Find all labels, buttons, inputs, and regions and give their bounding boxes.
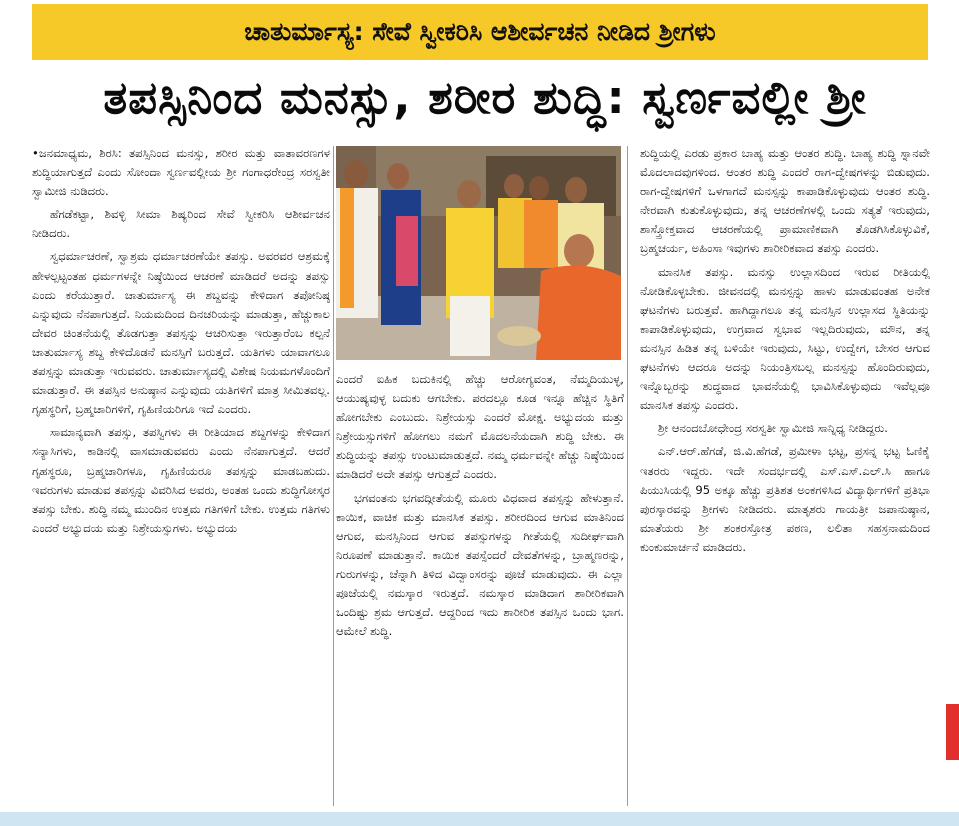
kicker-text: ಚಾತುರ್ಮಾಸ್ಯ: ಸೇವೆ ಸ್ವೀಕರಿಸಿ ಆಶೀರ್ವಚನ ನೀಡಿದ ಶ್ರೀಗಳು — [244, 17, 716, 46]
paragraph: ಹೆಗಡೆಕಟ್ಟಾ, ಶಿವಳ್ಳಿ ಸೀಮಾ ಶಿಷ್ಯರಿಂದ ಸೇವೆ ಸ್ವೀಕರಿಸಿ ಆಶೀರ್ವಚನ ನೀಡಿದರು. — [32, 207, 330, 241]
paragraph: •ಜನಮಾಧ್ಯಮ, ಶಿರಸಿ: ತಪಸ್ಸಿನಿಂದ ಮನಸ್ಸು, ಶರೀರ ಮತ್ತು ವಾತಾವರಣಗಳ ಶುದ್ಧಿಯಾಗುತ್ತದೆ ಎಂದು ಸೋಂದಾ ಸ್ವರ್ಣವಲ್ಲೀಯ ಶ್ರೀ ಗಂಗಾಧರೇಂದ್ರ ಸರಸ್ವತೀ ಸ್ವಾಮೀಜಿ ನುಡಿದರು. — [32, 146, 330, 199]
article-column-1 — [32, 144, 330, 804]
paragraph: ಭಗವಂತನು ಭಗವದ್ಗೀತೆಯಲ್ಲಿ ಮೂರು ವಿಧವಾದ ತಪಸ್ಸನ್ನು ಹೇಳುತ್ತಾನೆ. ಕಾಯಿಕ, ವಾಚಿಕ ಮತ್ತು ಮಾನಸಿಕ ತಪಸ್ಸು. ಶರೀರದಿಂದ ಆಗುವ ಮಾತಿನಿಂದ ಆಗುವ, ಮನಸ್ಸಿನಿಂದ ಆಗುವ ತಪಸ್ಸುಗಳನ್ನು ಗೀತೆಯಲ್ಲಿ ಸುದೀರ್ಘವಾಗಿ ನಿರೂಪಣೆ ಮಾಡುತ್ತಾನೆ. ಕಾಯಿಕ ತಪಸ್ಸೆಂದರೆ ದೇವತೆಗಳನ್ನು, ಬ್ರಾಹ್ಮಣರನ್ನು, ಗುರುಗಳನ್ನು, ಚೆನ್ನಾಗಿ ತಿಳಿದ ವಿದ್ವಾಂಸರನ್ನು ಪೂಜೆ ಮಾಡುವುದು. ಈ ಎಲ್ಲಾ ಪೂಜೆಯಲ್ಲಿ ನಮಸ್ಕಾರ ಇರುತ್ತದೆ. ನಮಸ್ಕಾರ ಮಾಡಿದಾಗ ಶಾರೀರಿಕವಾಗಿ ಒಂದಿಷ್ಟು ಶ್ರಮ ಆಗುತ್ತದೆ. ಆದ್ದರಿಂದ ಇದು ಶಾರೀರಿಕ ತಪಸ್ಸಿನ ಒಂದು ಭಾಗ. ಆಮೇಲೆ ಶುದ್ಧಿ. — [336, 490, 624, 639]
paragraph: ಶ್ರೀ ಆನಂದಬೋಧೇಂದ್ರ ಸರಸ್ವತೀ ಸ್ವಾಮೀಜಿ ಸಾನ್ನಿಧ್ಯ ನೀಡಿದ್ದರು. — [658, 421, 888, 436]
photo-illustration — [336, 146, 621, 360]
news-photo — [336, 146, 621, 360]
paragraph: ಮಾನಸಿಕ ತಪಸ್ಸು. ಮನಸ್ಸು ಉಲ್ಲಾಸದಿಂದ ಇರುವ ರೀತಿಯಲ್ಲಿ ನೋಡಿಕೊಳ್ಳಬೇಕು. ಜೀವನದಲ್ಲಿ ಮನಸ್ಸನ್ನು ಹಾಳು ಮಾಡುವಂತಹ ಅನೇಕ ಘಟನೆಗಳು ಬರುತ್ತವೆ. ಹಾಗಿದ್ದಾಗಲೂ ತನ್ನ ಮನಸ್ಸಿನ ಉಲ್ಲಾಸದ ಸ್ಥಿತಿಯನ್ನು ಕಾಪಾಡಿಕೊಳ್ಳುವುದು, ಉಗ್ರವಾದ ಸ್ವಭಾವ ಇಲ್ಲದಿರುವುದು, ಮೌನ, ತನ್ನ ಮನಸ್ಸಿನ ಹಿಡಿತ ತನ್ನ ಬಳಿಯೇ ಇರುವುದು, ಸಿಟ್ಟು, ಉದ್ವೇಗ, ಬೇಸರ ಆಗುವ ಘಟನೆಗಳು ಆದರೂ ಅದನ್ನು ನಿಯಂತ್ರಿಸಬಲ್ಲ ಮನಸ್ಸನ್ನು ಹೊಂದಿರುವುದು, ಇನ್ನೊಬ್ಬರನ್ನು ಶುದ್ಧವಾದ ಭಾವನೆಯಲ್ಲಿ ಭಾವಿಸಿಕೊಳ್ಳುವುದು ಇವೆಲ್ಲವೂ ಮಾನಸಿಕ ತಪಸ್ಸು ಎಂದರು. — [640, 264, 930, 413]
red-edge-marker — [946, 704, 959, 760]
paragraph: ಶುದ್ಧಿಯಲ್ಲಿ ಎರಡು ಪ್ರಕಾರ ಬಾಹ್ಯ ಮತ್ತು ಆಂತರ ಶುದ್ಧಿ. ಬಾಹ್ಯ ಶುದ್ಧಿ ಸ್ನಾನವೇ ಮೊದಲಾದವುಗಳಿಂದ. ಆಂತರ ಶುದ್ಧಿ ಎಂದರೆ ರಾಗ-ದ್ವೇಷಗಳನ್ನು ಬಿಡುವುದು. ರಾಗ-ದ್ವೇಷಗಳಿಗೆ ಒಳಗಾಗದೆ ಮನಸ್ಸನ್ನು ಕಾಪಾಡಿಕೊಳ್ಳುವುದು ಆಂತರ ಶುದ್ಧಿ. ನೇರವಾಗಿ ಕುತುಕೊಳ್ಳುವುದು, ತನ್ನ ಆಚರಣೆಗಳಲ್ಲಿ ಒಂದು ಸತ್ಯತೆ ಇರುವುದು, ಶಾಸ್ತ್ರೋಕ್ತವಾದ ಆಚರಣೆಯಲ್ಲಿ ಪ್ರಾಮಾಣಿಕವಾಗಿ ತೊಡಗಿಸಿಕೊಳ್ಳುವಿಕೆ, ಬ್ರಹ್ಮಚರ್ಯ, ಅಹಿಂಸಾ ಇವುಗಳು ಶಾರೀರಿಕವಾದ ತಪಸ್ಸು ಎಂದರು. — [640, 146, 930, 256]
kicker-banner — [32, 4, 928, 60]
paragraph: ಸಾಮಾನ್ಯವಾಗಿ ತಪಸ್ಸು, ತಪಸ್ವಿಗಳು ಈ ರೀತಿಯಾದ ಶಬ್ದಗಳನ್ನು ಕೇಳಿದಾಗ ಸನ್ಯಾಸಿಗಳು, ಕಾಡಿನಲ್ಲಿ ವಾಸಮಾಡುವವರು ಎಂದು ನೆನಪಾಗುತ್ತದೆ. ಆದರೆ ಗೃಹಸ್ಥರೂ, ಬ್ರಹ್ಮಚಾರಿಗಳೂ, ಗೃಹಿಣಿಯರೂ ತಪಸ್ಸನ್ನು ಮಾಡಬಹುದು. ಇವರುಗಳು ಮಾಡುವ ತಪಸ್ಸನ್ನು ವಿವರಿಸಿದ ಅವರು, ಅಂತಹ ಒಂದು ಶುದ್ಧಿಗೋಸ್ಕರ ತಪಸ್ಸು ಬೇಕು. ಶುದ್ಧಿ ನಮ್ಮ ಮುಂದಿನ ಉತ್ತಮ ಗತಿಗಳಿಗೆ ಬೇಕು. ಉತ್ತಮ ಗತಿಗಳು ಎಂದರೆ ಅಭ್ಯುದಯ ಮತ್ತು ನಿಶ್ರೇಯಸ್ಸುಗಳು. ಅಭ್ಯುದಯ — [32, 425, 330, 535]
paragraph: ಸ್ವಧರ್ಮಾಚರಣೆ, ಸ್ವಾಶ್ರಮ ಧರ್ಮಾಚರಣೆಯೇ ತಪಸ್ಸು. ಅವರವರ ಆಶ್ರಮಕ್ಕೆ ಹೇಳಲ್ಪಟ್ಟಂತಹ ಧರ್ಮಗಳನ್ನೇ ನಿಷ್ಠೆಯಿಂದ ಆಚರಣೆ ಮಾಡಿದರೆ ಅದನ್ನು ತಪಸ್ಸು ಎಂದು ಕರೆಯುತ್ತಾರೆ. ಚಾತುರ್ಮಾಸ್ಯ ಈ ಶಬ್ದವನ್ನು ಕೇಳಿದಾಗ ತಪೋನಿಷ್ಠ ಎನ್ನುವುದು ನೆನಪಾಗುತ್ತದೆ. ನಿಯಮದಿಂದ ದಿನಚರಿಯನ್ನು ಮಾಡುತ್ತಾ, ಹೆಚ್ಚುಕಾಲ ದೇವರ ಚಿಂತನೆಯಲ್ಲಿ ತೊಡಗುತ್ತಾ ತಪಸ್ಸನ್ನು ಆಚರಿಸುತ್ತಾ ಇರುತ್ತಾರೆಂಬ ಕಲ್ಪನೆ ಚಾತುರ್ಮಾಸ್ಯ ಶಬ್ದ ಕೇಳಿದೊಡನೆ ಮನಸ್ಸಿಗೆ ಬರುತ್ತದೆ. ಯತಿಗಳು ಯಾವಾಗಲೂ ತಪಸ್ಸನ್ನು ಮಾಡುತ್ತಾ ಇರುವವರು. ಚಾತುರ್ಮಾಸ್ಯದಲ್ಲಿ ವಿಶೇಷ ನಿಯಮಗಳೊಂದಿಗೆ ಮಾಡುತ್ತಾರೆ. ಈ ತಪಸ್ಸಿನ ಅನುಷ್ಠಾನ ಎನ್ನುವುದು ಯತಿಗಳಿಗೆ ಮಾತ್ರ ಸೀಮಿತವಲ್ಲ. ಗೃಹಸ್ಥರಿಗೆ, ಬ್ರಹ್ಮಚಾರಿಗಳಿಗೆ, ಗೃಹಿಣಿಯರಿಗೂ ಇದೆ ಎಂದರು. — [32, 249, 330, 417]
article-column-2 — [336, 370, 624, 806]
article-column-3 — [640, 144, 930, 804]
bottom-strip — [0, 812, 959, 826]
headline — [20, 62, 950, 134]
headline-text: ತಪಸ್ಸಿನಿಂದ ಮನಸ್ಸು, ಶರೀರ ಶುದ್ಧಿ: ಸ್ವರ್ಣವಲ್ಲೀ ಶ್ರೀ — [103, 71, 867, 124]
paragraph: ಎಂದರೆ ಐಹಿಕ ಬದುಕಿನಲ್ಲಿ ಹೆಚ್ಚು ಆರೋಗ್ಯವಂತ, ನೆಮ್ಮದಿಯುಳ್ಳ, ಆಯುಷ್ಯವುಳ್ಳ ಬದುಕು ಆಗಬೇಕು. ಪರದಲ್ಲೂ ಕೂಡ ಇನ್ನೂ ಹೆಚ್ಚಿನ ಸ್ಥಿತಿಗೆ ಹೋಗಬೇಕು ಎಂಬುದು. ನಿಶ್ರೇಯಸ್ಸು ಎಂದರೆ ಮೋಕ್ಷ. ಅಭ್ಯುದಯ ಮತ್ತು ನಿಶ್ರೇಯಸ್ಸುಗಳಿಗೆ ಹೋಗಲು ನಮಗೆ ಮೊದಲನೆಯದಾಗಿ ಶುದ್ಧಿ ಬೇಕು. ಈ ಶುದ್ಧಿಯನ್ನು ತಪಸ್ಸು ಉಂಟುಮಾಡುತ್ತದೆ. ನಮ್ಮ ಧರ್ಮವನ್ನೇ ಹೆಚ್ಚು ನಿಷ್ಠೆಯಿಂದ ಮಾಡಿದರೆ ಅದೇ ತಪಸ್ಸು ಆಗುತ್ತದೆ ಎಂದರು. — [336, 372, 624, 482]
page-margin — [0, 0, 6, 826]
paragraph: ಎನ್.ಆರ್.ಹೆಗಡೆ, ಜಿ.ವಿ.ಹೆಗಡೆ, ಪ್ರಮೀಳಾ ಭಟ್ಟ, ಪ್ರಸನ್ನ ಭಟ್ಟ ಓಣಿಕೈ ಇತರರು ಇದ್ದರು. ಇದೇ ಸಂದರ್ಭದಲ್ಲಿ ಎಸ್.ಎಸ್.ಎಲ್.ಸಿ ಹಾಗೂ ಪಿಯುಸಿಯಲ್ಲಿ 95 ಅಕ್ಕೂ ಹೆಚ್ಚು ಪ್ರತಿಶತ ಅಂಕಗಳಿಸಿದ ವಿದ್ಯಾರ್ಥಿಗಳಿಗೆ ಪ್ರತಿಭಾ ಪುರಸ್ಕಾರವನ್ನು ಶ್ರೀಗಳು ನೀಡಿದರು. ಮಾತೃಶರು ಗಾಯತ್ರೀ ಜಪಾನುಷ್ಠಾನ, ಮಾತೆಯರು ಶ್ರೀ ಶಂಕರಸ್ತೋತ್ರ ಪಠಣ, ಲಲಿತಾ ಸಹಸ್ರನಾಮದಿಂದ ಕುಂಕುಮಾರ್ಚನೆ ಮಾಡಿದರು. — [640, 444, 930, 554]
column-divider — [627, 146, 628, 806]
column-divider — [333, 146, 334, 806]
